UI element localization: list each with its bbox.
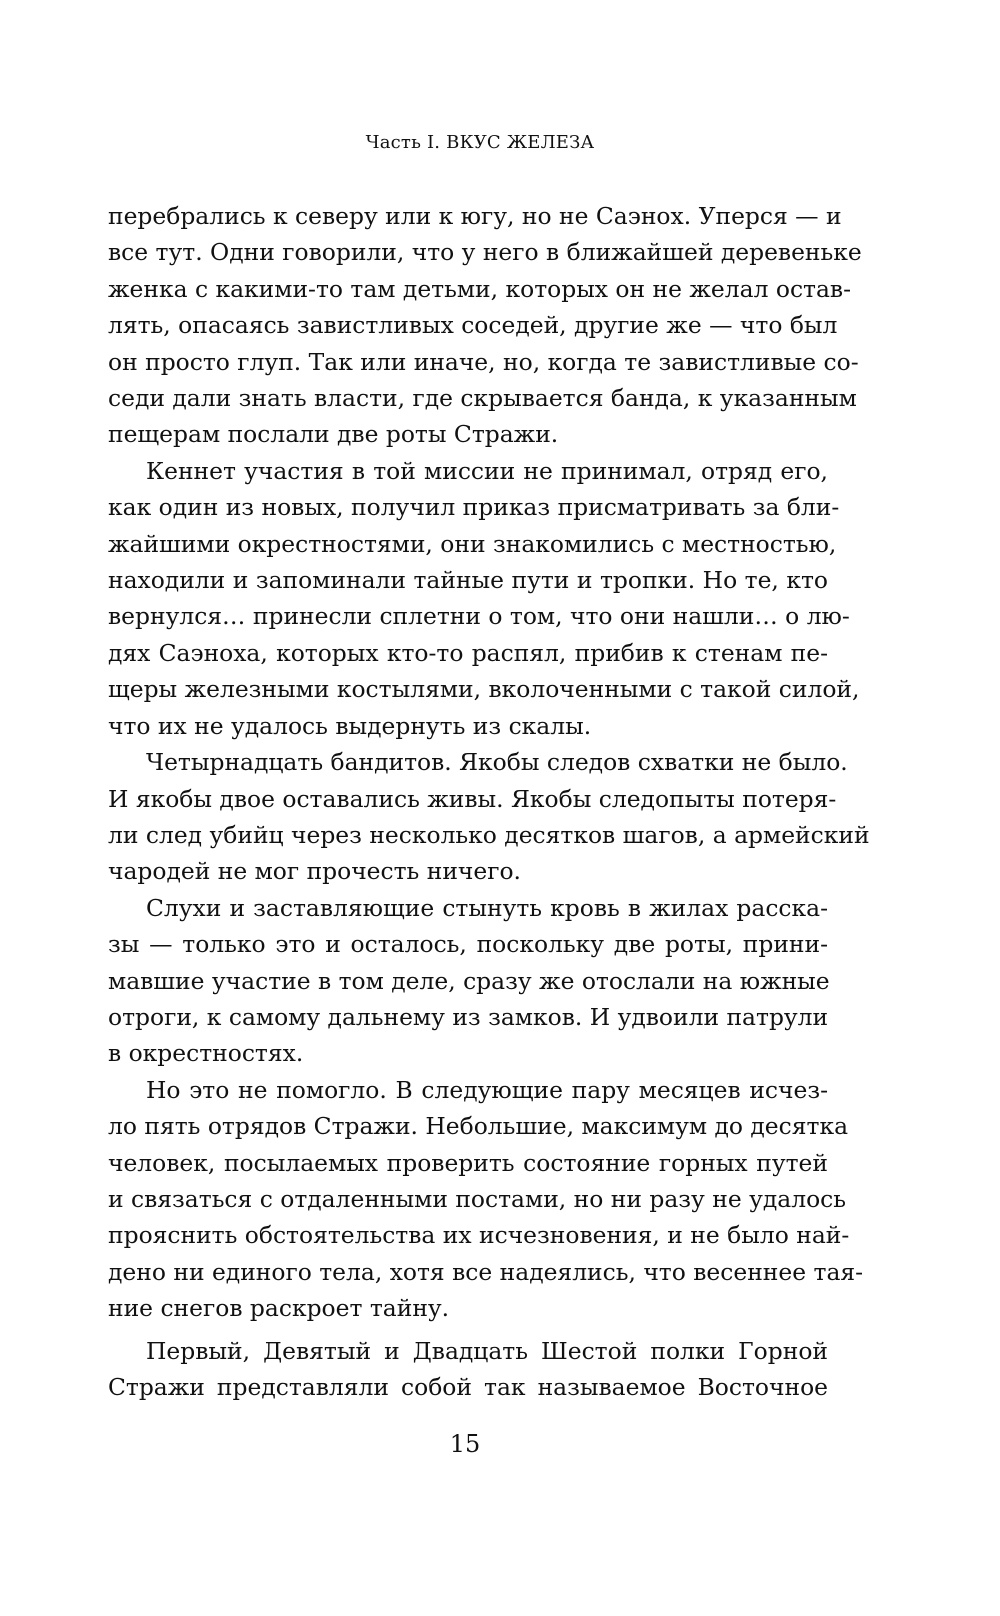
paragraph: [108, 890, 828, 1072]
text-line: находили и запоминали тайные пути и тропки. Но те, кто: [108, 566, 828, 595]
text-line: ние снегов раскроет тайну.: [108, 1294, 450, 1323]
text-line: он просто глуп. Так или иначе, но, когда те завистливые со-: [108, 347, 859, 376]
text-line: пещерам послали две роты Стражи.: [108, 420, 559, 449]
text-line: щеры железными костылями, вколоченными с такой силой,: [108, 675, 860, 704]
paragraph: [108, 1072, 864, 1327]
text-line: прояснить обстоятельства их исчезновения, и не было най-: [108, 1221, 850, 1250]
text-line: что их не удалось выдернуть из скалы.: [108, 711, 592, 740]
text-line: седи дали знать власти, где скрывается банда, к указанным: [108, 384, 857, 413]
paragraph: [108, 453, 860, 744]
paragraph: [108, 198, 862, 453]
text-line: отроги, к самому дальнему из замков. И удвоили патрули: [108, 1002, 829, 1031]
text-line: в окрестностях.: [108, 1039, 304, 1068]
text-line: жайшими окрестностями, они знакомились с местностью,: [108, 529, 837, 558]
text-line: все тут. Одни говорили, что у него в ближайшей деревеньке: [108, 238, 862, 267]
text-line: перебрались к северу или к югу, но не Саэнох. Уперся — и: [108, 202, 842, 230]
text-line: Четырнадцать бандитов. Якобы следов схватки не было.: [146, 748, 848, 777]
text-line: вернулся… принесли сплетни о том, что они нашли… о лю-: [108, 602, 850, 631]
text-line: ли след убийц через несколько десятков шагов, а армейский: [108, 820, 870, 849]
paragraph: [108, 744, 870, 890]
text-line: зы — только это и осталось, поскольку две роты, прини-: [108, 930, 828, 959]
text-line: лять, опасаясь завистливых соседей, другие же — что был: [108, 311, 838, 340]
running-head: Часть I. ВКУС ЖЕЛЕЗА: [365, 132, 595, 153]
paragraph: [108, 1333, 828, 1406]
text-line: как один из новых, получил приказ присматривать за бли-: [108, 493, 840, 522]
page-number: 15: [449, 1430, 481, 1458]
text-line: и связаться с отдаленными постами, но ни разу не удалось: [108, 1184, 847, 1213]
text-line: мавшие участие в том деле, сразу же отослали на южные: [108, 966, 830, 995]
text-line: Кеннет участия в той миссии не принимал, отряд его,: [146, 456, 828, 485]
text-line: дях Саэноха, которых кто-то распял, прибив к стенам пе-: [108, 638, 828, 667]
text-line: женка с какими-то там детьми, которых он не желал остав-: [108, 274, 852, 303]
text-line: Стражи представляли собой так называемое Восточное: [108, 1373, 828, 1401]
text-line: Первый, Девятый и Двадцать Шестой полки Горной: [146, 1336, 828, 1365]
text-line: чародей не мог прочесть ничего.: [108, 857, 521, 886]
text-line: человек, посылаемых проверить состояние горных путей: [108, 1148, 828, 1177]
text-line: ло пять отрядов Стражи. Небольшие, максимум до десятка: [108, 1112, 849, 1141]
text-line: И якобы двое оставались живы. Якобы следопыты потеря-: [108, 784, 837, 813]
body-text: [108, 198, 870, 1405]
text-line: Слухи и заставляющие стынуть кровь в жилах расска-: [146, 893, 828, 922]
text-line: Но это не помогло. В следующие пару месяцев исчез-: [146, 1075, 828, 1104]
text-line: дено ни единого тела, хотя все надеялись, что весеннее тая-: [108, 1257, 864, 1286]
